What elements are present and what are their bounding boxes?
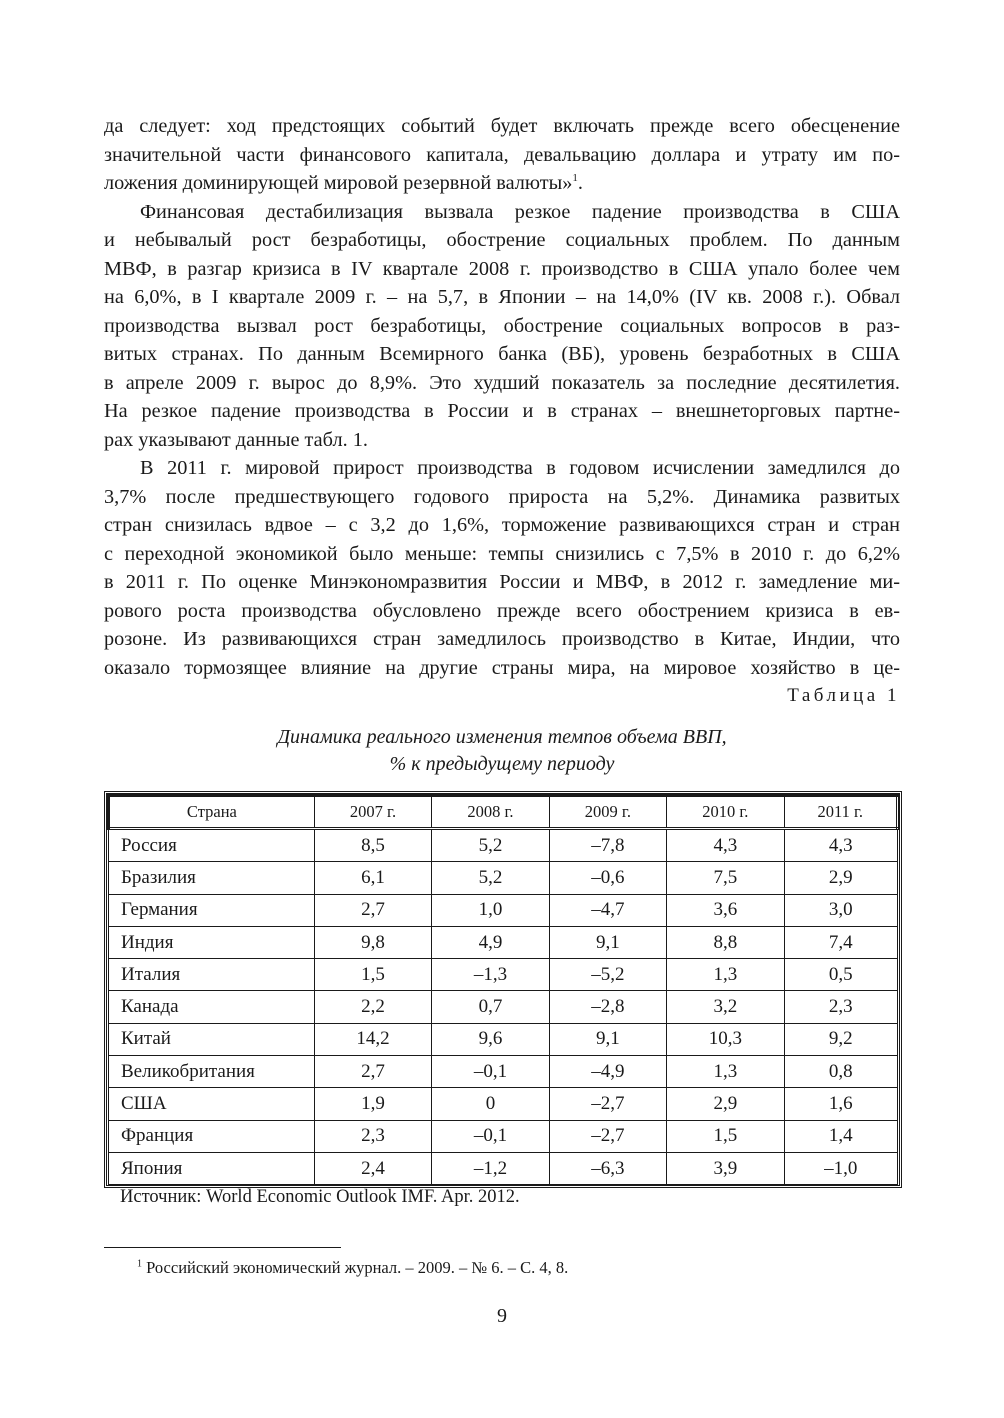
value-cell: 8,5: [314, 829, 431, 862]
value-cell: 7,4: [784, 926, 897, 958]
table-row: [109, 991, 898, 1023]
text-line: [104, 169, 900, 198]
column-header: 2007 г.: [314, 796, 431, 829]
table-title-line: % к предыдущему периоду: [389, 753, 615, 775]
value-cell: 2,3: [784, 991, 897, 1023]
text-line: да следует: ход предстоящих событий будет включать прежде всего обесценение: [104, 115, 900, 137]
table-row: [109, 959, 898, 991]
paragraph-1: [104, 112, 900, 198]
table-body: [109, 829, 898, 1185]
value-cell: 14,2: [314, 1023, 431, 1055]
footnote: [137, 1258, 568, 1278]
value-cell: 2,7: [314, 1056, 431, 1088]
value-cell: –1,3: [432, 959, 549, 991]
value-cell: –4,9: [549, 1056, 666, 1088]
value-cell: 6,1: [314, 862, 431, 894]
text-line: стран снизилась вдвое – с 3,2 до 1,6%, торможение развивающихся стран и стран: [104, 514, 900, 536]
value-cell: 3,0: [784, 894, 897, 926]
value-cell: –0,6: [549, 862, 666, 894]
value-cell: 2,9: [667, 1088, 784, 1120]
footnote-divider: [104, 1247, 341, 1248]
value-cell: 3,2: [667, 991, 784, 1023]
page-number: 9: [497, 1305, 507, 1327]
text-line-trail: .: [577, 172, 583, 194]
text-line: 3,7% после предшествующего годового прироста на 5,2%. Динамика развитых: [104, 485, 900, 508]
value-cell: 3,6: [667, 894, 784, 926]
country-cell: Россия: [109, 829, 315, 862]
value-cell: 2,2: [314, 991, 431, 1023]
value-cell: 9,2: [784, 1023, 897, 1055]
column-header: Страна: [109, 796, 315, 829]
value-cell: –7,8: [549, 829, 666, 862]
column-header: 2008 г.: [432, 796, 549, 829]
column-header: 2011 г.: [784, 796, 897, 829]
value-cell: 2,9: [784, 862, 897, 894]
table-label: Таблица 1: [787, 685, 900, 706]
text-line: и небывалый рост безработицы, обострение социальных проблем. По данным: [104, 229, 900, 251]
value-cell: 1,3: [667, 1056, 784, 1088]
text-line: в апреле 2009 г. вырос до 8,9%. Это худший показатель за последние десятилетия.: [104, 371, 900, 394]
text-line: витых странах. По данным Всемирного банка (ВБ), уровень безработных в США: [104, 343, 900, 365]
text-line: производства вызвал рост безработицы, обострение социальных вопросов в раз-: [104, 314, 900, 337]
footnote-mark: 1: [137, 1258, 142, 1270]
country-cell: Китай: [109, 1023, 315, 1055]
text-line: Финансовая дестабилизация вызвала резкое падение производства в США: [140, 200, 900, 223]
gdp-table-frame: [104, 791, 902, 1188]
body-text: [104, 112, 900, 682]
table-row: [109, 1023, 898, 1055]
gdp-table: [107, 794, 899, 1185]
value-cell: 9,1: [549, 1023, 666, 1055]
value-cell: –0,1: [432, 1056, 549, 1088]
value-cell: 1,6: [784, 1088, 897, 1120]
value-cell: 0,5: [784, 959, 897, 991]
country-cell: Бразилия: [109, 862, 315, 894]
value-cell: 0: [432, 1088, 549, 1120]
value-cell: 2,4: [314, 1152, 431, 1184]
table-row: [109, 1120, 898, 1152]
footnote-text: Российский экономический журнал. – 2009. – № 6. – С. 4, 8.: [146, 1258, 569, 1277]
paragraph-3: [104, 454, 900, 682]
text-line: в 2011 г. По оценке Минэкономразвития России и МВФ, в 2012 г. замедление ми-: [104, 571, 900, 593]
table-row: [109, 862, 898, 894]
text-line: На резкое падение производства в России и в странах – внешнеторговых партне-: [104, 400, 900, 422]
country-cell: Франция: [109, 1120, 315, 1152]
value-cell: 5,2: [432, 829, 549, 862]
column-header: 2009 г.: [549, 796, 666, 829]
value-cell: –5,2: [549, 959, 666, 991]
value-cell: 4,3: [667, 829, 784, 862]
value-cell: –2,8: [549, 991, 666, 1023]
value-cell: 5,2: [432, 862, 549, 894]
column-header: 2010 г.: [667, 796, 784, 829]
value-cell: 1,9: [314, 1088, 431, 1120]
value-cell: 4,9: [432, 926, 549, 958]
table-row: [109, 829, 898, 862]
value-cell: 2,3: [314, 1120, 431, 1152]
country-cell: Япония: [109, 1152, 315, 1184]
text-line: рах указывают данные табл. 1.: [104, 428, 368, 451]
table-title-line: Динамика реального изменения темпов объема ВВП,: [277, 726, 727, 748]
value-cell: 9,8: [314, 926, 431, 958]
value-cell: 4,3: [784, 829, 897, 862]
value-cell: 7,5: [667, 862, 784, 894]
value-cell: –4,7: [549, 894, 666, 926]
text-line: рового роста производства обусловлено прежде всего обострением кризиса в ев-: [104, 599, 900, 622]
value-cell: –6,3: [549, 1152, 666, 1184]
table-row: [109, 1088, 898, 1120]
text-line: В 2011 г. мировой прирост производства в годовом исчислении замедлился до: [140, 457, 900, 479]
table-row: [109, 1056, 898, 1088]
country-cell: Индия: [109, 926, 315, 958]
text-line: розоне. Из развивающихся стран замедлилось производство в Китае, Индии, что: [104, 628, 900, 650]
country-cell: Великобритания: [109, 1056, 315, 1088]
country-cell: Италия: [109, 959, 315, 991]
value-cell: 10,3: [667, 1023, 784, 1055]
value-cell: 0,7: [432, 991, 549, 1023]
paragraph-2: [104, 198, 900, 455]
table-source: Источник: World Economic Outlook IMF. Apr. 2012.: [120, 1187, 520, 1207]
value-cell: –2,7: [549, 1088, 666, 1120]
value-cell: 9,1: [549, 926, 666, 958]
text-line: значительной части финансового капитала, девальвацию доллара и утрату им по-: [104, 143, 900, 166]
text-line: оказало тормозящее влияние на другие страны мира, на мировое хозяйство в це-: [104, 656, 900, 679]
value-cell: 1,5: [314, 959, 431, 991]
value-cell: –1,0: [784, 1152, 897, 1184]
country-cell: США: [109, 1088, 315, 1120]
value-cell: 1,4: [784, 1120, 897, 1152]
value-cell: –1,2: [432, 1152, 549, 1184]
text-line: на 6,0%, в I квартале 2009 г. – на 5,7, в Японии – на 14,0% (IV кв. 2008 г.). Обвал: [104, 286, 900, 308]
table-row: [109, 926, 898, 958]
text-line: МВФ, в разгар кризиса в IV квартале 2008 г. производство в США упало более чем: [104, 257, 900, 280]
country-cell: Германия: [109, 894, 315, 926]
value-cell: 1,3: [667, 959, 784, 991]
table-row: [109, 894, 898, 926]
value-cell: 0,8: [784, 1056, 897, 1088]
value-cell: 2,7: [314, 894, 431, 926]
value-cell: 1,0: [432, 894, 549, 926]
country-cell: Канада: [109, 991, 315, 1023]
value-cell: –0,1: [432, 1120, 549, 1152]
value-cell: 1,5: [667, 1120, 784, 1152]
text-line: с переходной экономикой было меньше: темпы снизились с 7,5% в 2010 г. до 6,2%: [104, 542, 900, 565]
text-line-content: ложения доминирующей мировой резервной валюты»: [104, 172, 573, 194]
table-title: [104, 724, 900, 778]
value-cell: 8,8: [667, 926, 784, 958]
table-row: [109, 1152, 898, 1184]
value-cell: –2,7: [549, 1120, 666, 1152]
table-header-row: [109, 796, 898, 829]
value-cell: 3,9: [667, 1152, 784, 1184]
footnote-reference[interactable]: 1: [572, 172, 578, 185]
value-cell: 9,6: [432, 1023, 549, 1055]
